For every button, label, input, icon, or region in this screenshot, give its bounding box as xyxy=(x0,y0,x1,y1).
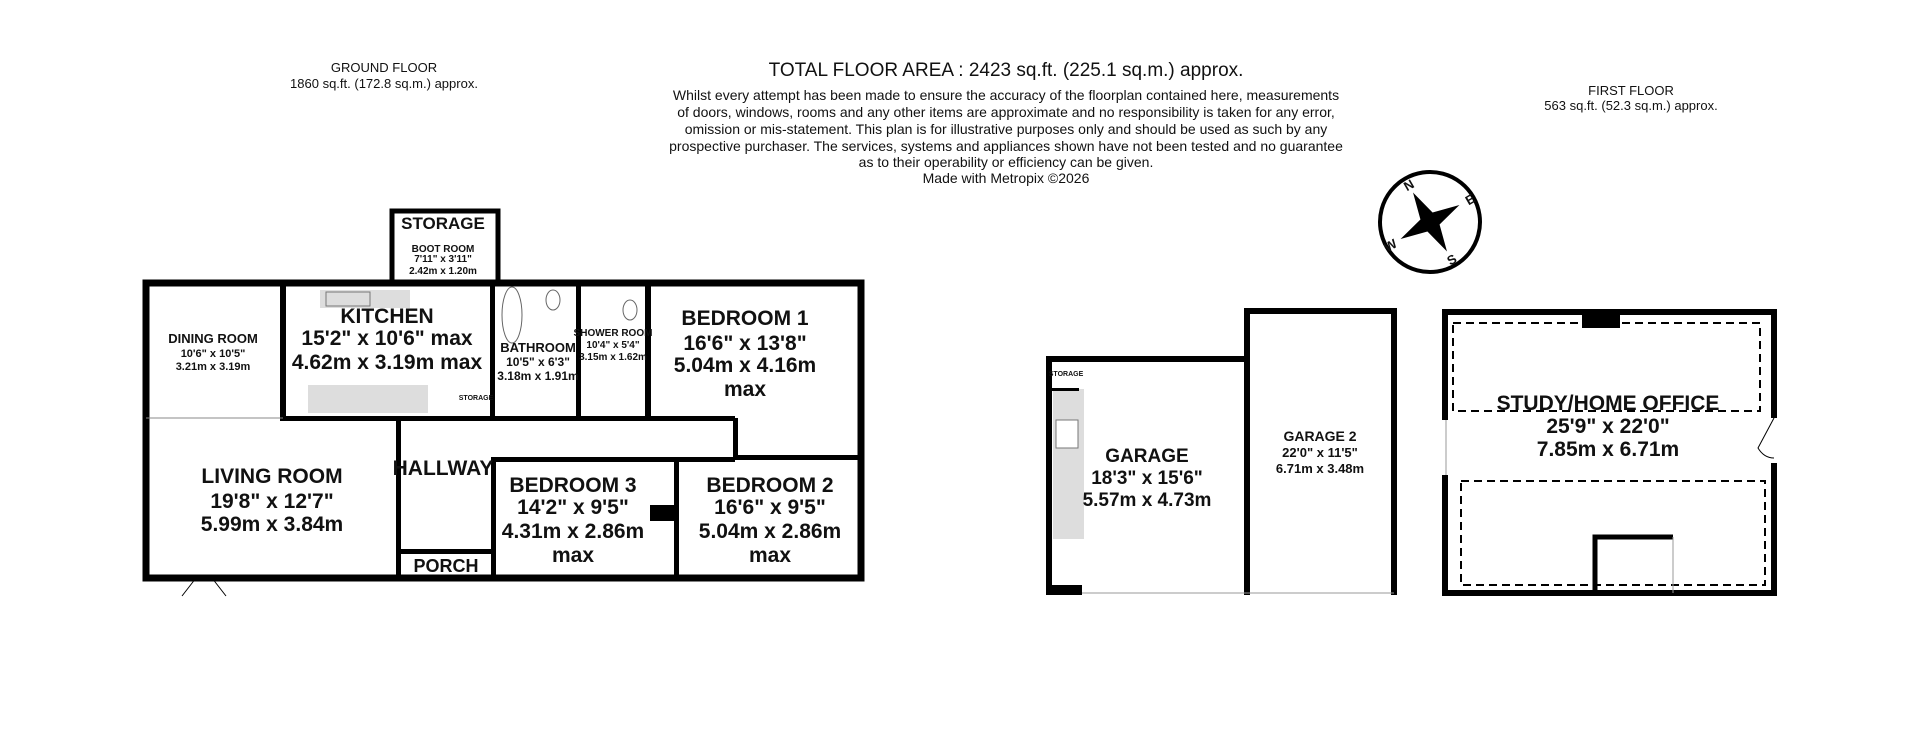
small-storage-label: STORAGE xyxy=(458,395,494,402)
bedroom-3-label: BEDROOM 3 xyxy=(509,474,637,497)
disclaimer-line: Whilst every attempt has been made to ensure the accuracy of the floorplan contained here, measurements xyxy=(672,87,1340,103)
boot-room-metric: 2.42m x 1.20m xyxy=(409,266,477,277)
disclaimer-line: prospective purchaser. The services, systems and appliances shown have not been tested and no guarantee xyxy=(669,138,1343,154)
study-imperial: 25'9" x 22'0" xyxy=(1546,415,1670,438)
shower-room-label: SHOWER ROOM xyxy=(573,328,653,339)
shower-room-metric: 3.15m x 1.62m xyxy=(579,352,647,363)
bathroom-label: BATHROOM xyxy=(500,340,576,355)
bedroom-3-note: max xyxy=(551,544,595,567)
garage-imperial: 18'3" x 15'6" xyxy=(1091,468,1203,489)
bedroom-2-note: max xyxy=(748,544,792,567)
living-room-imperial: 19'8" x 12'7" xyxy=(210,490,334,513)
ground-floor-title: GROUND FLOOR xyxy=(330,60,438,75)
compass-s: S xyxy=(1444,251,1460,269)
disclaimer-line: omission or mis-statement. This plan is for illustrative purposes only and should be used as such by any xyxy=(684,121,1328,137)
compass-e: E xyxy=(1462,190,1478,209)
dining-room-label: DINING ROOM xyxy=(168,331,258,346)
living-room-metric: 5.99m x 3.84m xyxy=(200,513,344,536)
bedroom-2-label: BEDROOM 2 xyxy=(706,474,834,497)
bedroom-3-metric: 4.31m x 2.86m xyxy=(501,520,645,543)
dining-room-metric: 3.21m x 3.19m xyxy=(175,361,251,373)
disclaimer-line: as to their operability or efficiency can be given. xyxy=(858,154,1154,170)
garage-label: GARAGE xyxy=(1105,446,1189,467)
dining-room-imperial: 10'6" x 10'5" xyxy=(180,348,246,360)
compass-icon xyxy=(1360,153,1500,292)
bedroom-2-metric: 5.04m x 2.86m xyxy=(698,520,842,543)
storage-label: STORAGE xyxy=(401,214,485,233)
disclaimer-line: of doors, windows, rooms and any other items are approximate and no responsibility is taken for any error, xyxy=(677,104,1335,120)
kitchen-imperial: 15'2" x 10'6" max xyxy=(301,327,473,350)
shower-room-imperial: 10'4" x 5'4" xyxy=(586,340,640,351)
garage-2-metric: 6.71m x 3.48m xyxy=(1275,461,1365,476)
study-label: STUDY/HOME OFFICE xyxy=(1496,392,1720,415)
first-floor-area: 563 sq.ft. (52.3 sq.m.) approx. xyxy=(1544,98,1718,113)
bedroom-2-imperial: 16'6" x 9'5" xyxy=(714,496,826,519)
hallway-label: HALLWAY xyxy=(392,457,494,480)
garage-2-label: GARAGE 2 xyxy=(1283,428,1357,444)
first-floor-title: FIRST FLOOR xyxy=(1588,83,1674,98)
boot-room-label: BOOT ROOM xyxy=(411,244,475,255)
study-metric: 7.85m x 6.71m xyxy=(1536,438,1680,461)
porch-label: PORCH xyxy=(413,556,479,576)
bedroom-3-imperial: 14'2" x 9'5" xyxy=(517,496,629,519)
garage-2-imperial: 22'0" x 11'5" xyxy=(1282,445,1358,460)
garage-storage-label: STORAGE xyxy=(1048,371,1084,378)
compass-w: W xyxy=(1381,235,1400,255)
metropix-credit: Made with Metropix ©2026 xyxy=(922,170,1090,186)
total-floor-area: TOTAL FLOOR AREA : 2423 sq.ft. (225.1 sq.m.) approx. xyxy=(768,60,1244,81)
bathroom-imperial: 10'5" x 6'3" xyxy=(506,355,570,369)
kitchen-label: KITCHEN xyxy=(340,305,434,328)
bedroom-1-imperial: 16'6" x 13'8" xyxy=(683,332,807,355)
bedroom-1-note: max xyxy=(723,378,767,401)
garage-metric: 5.57m x 4.73m xyxy=(1082,490,1212,511)
compass-n: N xyxy=(1400,176,1417,195)
living-room-label: LIVING ROOM xyxy=(201,465,343,488)
bathroom-metric: 3.18m x 1.91m xyxy=(497,369,579,383)
kitchen-metric: 4.62m x 3.19m max xyxy=(291,351,483,374)
bedroom-1-label: BEDROOM 1 xyxy=(681,307,809,330)
boot-room-imperial: 7'11" x 3'11" xyxy=(414,254,472,265)
bedroom-1-metric: 5.04m x 4.16m xyxy=(673,354,817,377)
ground-floor-area: 1860 sq.ft. (172.8 sq.m.) approx. xyxy=(290,76,478,91)
